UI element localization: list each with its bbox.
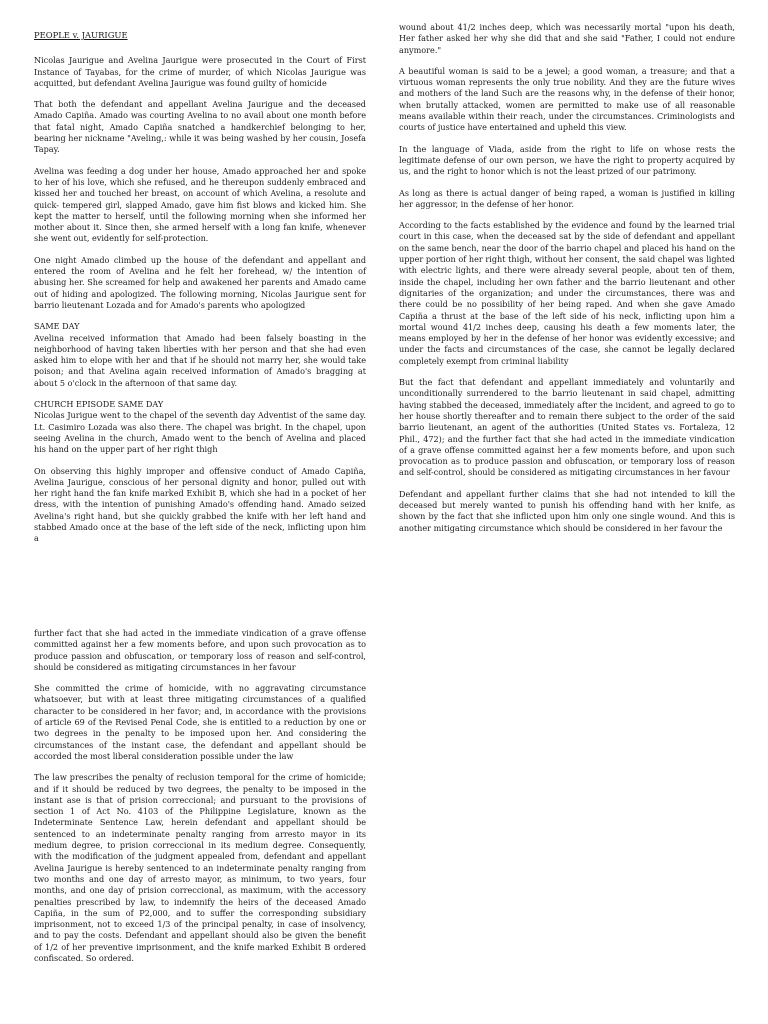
paragraph-text: A beautiful woman is said to be a jewel; a good woman, a treasure; and that a virtuous woman represents the only true nobility. And they are the future wives and mothers of the land Such are the reasons why, in the defense of their honor, when brutally attacked, women are permitted to make use of all reasonable means available within their reach, under the circumstances. Criminologists and courts of justice have entertained and upheld this view. — [399, 65, 735, 133]
paragraph-text: One night Amado climbed up the house of the defendant and appellant and entered the room of Avelina and he felt her forehead, w/ the intention of abusing her. She screamed for help and awakened her parents and Amado came out of hiding and apologized. The following morning, Nicolas Jaurigue sent for barrio lieutenant Lozada and for Amado's parents who apologized — [34, 254, 366, 310]
paragraph-text: On observing this highly improper and offensive conduct of Amado Capiña, Avelina Jaurigue, conscious of her personal dignity and honor, pulled out with her right hand the fan knife marked Exhibit B, which she had in a pocket of her dress, with the intention of punishing Amado's offending hand. Amado seized Avelina's right hand, but she quickly grabbed the knife with her left hand and stabbed Amado once at the base of the left side of the neck, inflicting upon him a — [34, 465, 366, 544]
paragraph-text: She committed the crime of homicide, with no aggravating circumstance whatsoever, but with at least three mitigating circumstances of a qualified character to be considered in her favor; and, in accordance with the provisions of article 69 of the Revised Penal Code, she is entitled to a reduction by one or two degrees in the penalty to be imposed upon her. And considering the circumstances of the instant case, the defendant and appellant should be accorded the most liberal consideration possible under the law — [34, 683, 366, 761]
paragraph — [34, 255, 366, 311]
paragraph — [34, 399, 366, 455]
paragraph-text: Nicolas Jaurigue and Avelina Jaurigue were prosecuted in the Court of First Instance of Tayabas, for the crime of murder, of which Nicolas Jaurigue was acquitted, but defendant Avelina Jaurigue was found guilty of homicide — [34, 55, 366, 88]
paragraph-text: Defendant and appellant further claims that she had not intended to kill the deceased but merely wanted to punish his offending hand with her knife, as shown by the fact that she inflicted upon him only one single wound. And this is another mitigating circumstance which should be considered in her favour the — [399, 488, 735, 533]
paragraph — [34, 55, 366, 89]
paragraph-text: The law prescribes the penalty of reclusion temporal for the crime of homicide; and if it should be reduced by two degrees, the penalty to be imposed in the instant ase is that of prision correccional; and pursuant to the provisions of section 1 of Act No. 4103 of the Philippine Legislature, known as the Indeterminate Sentence Law, herein defendant and appellant should be sentenced to an indeterminate penalty ranging from arresto mayor in its medium degree, to prision correccional in its medium degree. Consequently, with the modification of the judgment appealed from, defendant and appellant Avelina Jaurigue is hereby sentenced to an indeterminate penalty ranging from two months and one day of arresto mayor, as minimum, to two years, four months, and one day of prision correccional, as maximum, with the accessory penalties prescribed by law, to indemnify the heirs of the deceased Amado Capiña, in the sum of P2,000, and to suffer the corresponding subsidiary imprisonment, not to exceed 1/3 of the principal penalty, in case of insolvency, and to pay the costs. Defendant and appellant should also be given the benefit of 1/2 of her preventive imprisonment, and the knife marked Exhibit B ordered confiscated. So ordered. — [34, 772, 366, 964]
paragraph — [34, 321, 366, 389]
paragraph-text: further fact that she had acted in the immediate vindication of a grave offense committed against her a few moments before, and upon such provocation as to produce passion and obfuscation, or temporary loss of reason and self-control, should be considered as mitigating circumstances in her favour — [34, 628, 366, 672]
paragraph — [34, 628, 366, 673]
paragraph-text: According to the facts established by the evidence and found by the learned trial court in this case, when the deceased sat by the side of defendant and appellant on the same bench, near the door of the barrio chapel and placed his hand on the upper portion of her right thigh, without her consent, the said chapel was lighted with electric lights, and there were already several people, about ten of them, inside the chapel, including her own father and the barrio lieutenant and other dignitaries of the organization; and under the circumstances, there was and there could be no possibility of her being raped. And when she gave Amado Capiña a thrust at the base of the left side of his neck, inflicting upon him a mortal wound 41/2 inches deep, causing his death a few moments later, the means employed by her in the defense of her honor was evidently excessive; and under the facts and circumstances of the case, she cannot be legally declared completely exempt from criminal liability — [399, 220, 735, 366]
paragraph-text: That both the defendant and appellant Avelina Jaurigue and the deceased Amado Capiña. Amado was courting Avelina to no avail about one month before that fatal night, Amado Capiña snatched a handkerchief belonging to her, bearing her nickname "Aveling,: while it was being washed by her cousin, Josefa Tapay. — [34, 99, 366, 155]
right-paragraphs — [399, 22, 735, 534]
right-column — [399, 22, 735, 544]
bottom-paragraphs — [34, 628, 366, 964]
section-heading: SAME DAY — [34, 321, 80, 332]
paragraph — [34, 99, 366, 155]
paragraph-text: Avelina was feeding a dog under her house, Amado approached her and spoke to her of his love, which she refused, and he thereupon suddenly embraced and kissed her and touched her breast, on account of which Avelina, a resolute and quick- tempered girl, slapped Amado, gave him fist blows and kicked him. She kept the matter to herself, until the following morning when she informed her mother about it. Since then, she armed herself with a long fan knife, whenever she went out, evidently for self-protection. — [34, 165, 366, 244]
paragraph-text: wound about 41/2 inches deep, which was necessarily mortal "upon his death, Her father asked her why she did that and she said "Father, I could not endure anymore." — [399, 22, 735, 55]
left-column-top — [34, 30, 366, 555]
paragraph — [34, 466, 366, 545]
paragraph — [399, 220, 735, 367]
paragraph-text: But the fact that defendant and appellant immediately and voluntarily and unconditionally surrendered to the barrio lieutenant in said chapel, admitting having stabbed the deceased, immediately after the incident, and agreed to go to her house shortly thereafter and to remain there subject to the order of the said barrio lieutenant, an agent of the authorities (United States vs. Fortaleza, 12 Phil., 472); and the further fact that she had acted in the immediate vindication of a grave offense committed against her a few moments before, and upon such provocation as to produce passion and obfuscation, or temporary loss of reason and self-control, should be considered as mitigating circumstances in her favour — [399, 377, 735, 478]
section-heading: CHURCH EPISODE SAME DAY — [34, 399, 164, 410]
paragraph — [399, 377, 735, 479]
paragraph-text: Avelina received information that Amado had been falsely boasting in the neighborhood of having taken liberties with her person and that she had even asked him to elope with her and that if he should not marry her, she would take poison; and that Avelina again received information of Amado's bragging at about 5 o'clock in the afternoon of that same day. — [34, 332, 366, 388]
paragraph — [34, 683, 366, 762]
paragraph — [399, 489, 735, 534]
paragraph — [399, 22, 735, 56]
paragraph — [34, 772, 366, 964]
paragraph-text: As long as there is actual danger of being raped, a woman is justified in killing her aggressor, in the defense of her honor. — [399, 187, 735, 209]
document-title: PEOPLE v. JAURIGUE — [34, 30, 128, 40]
paragraph — [399, 66, 735, 134]
left-paragraphs — [34, 55, 366, 544]
paragraph-text: Nicolas Jurigue went to the chapel of the seventh day Adventist of the same day. Lt. Casimiro Lozada was also there. The chapel was bright. In the chapel, upon seeing Avelina in the church, Amado went to the bench of Avelina and placed his hand on the upper part of her right thigh — [34, 410, 366, 455]
paragraph-text: In the language of Viada, aside from the right to life on whose rests the legitimate defense of our own person, we have the right to property acquired by us, and the right to honor which is not the least prized of our patrimony. — [399, 143, 735, 177]
paragraph — [34, 166, 366, 245]
left-column-bottom — [34, 628, 366, 974]
paragraph — [399, 144, 735, 178]
paragraph — [399, 188, 735, 211]
